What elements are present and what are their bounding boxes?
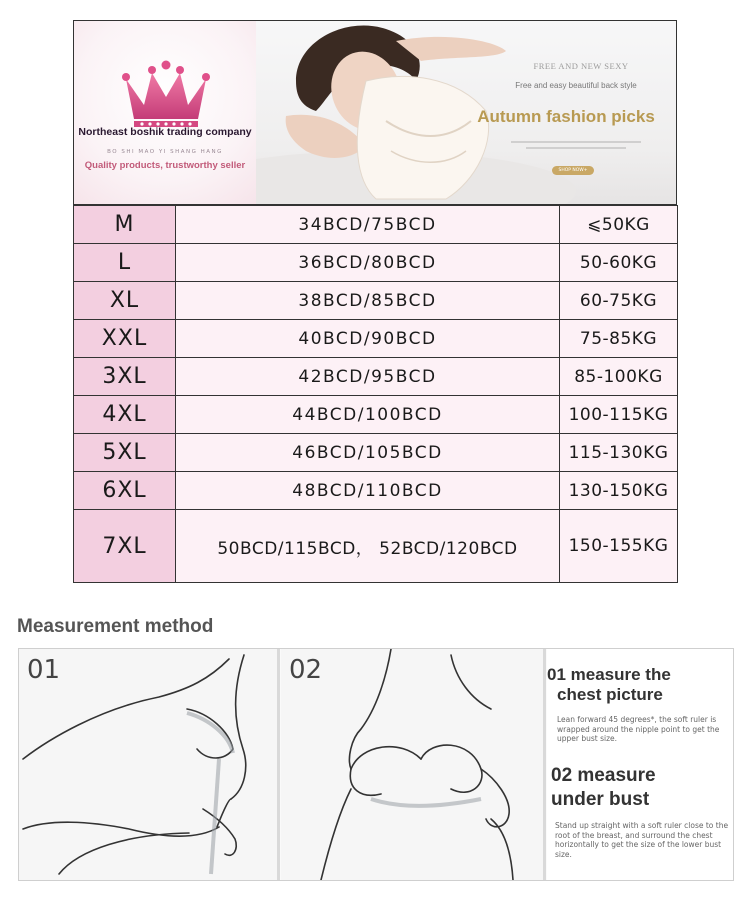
tagline-main: Autumn fashion picks bbox=[477, 107, 655, 126]
table-row bbox=[74, 320, 678, 358]
tagline-small: FREE AND NEW SEXY bbox=[533, 61, 629, 71]
brand-slogan: Quality products, trustworthy seller bbox=[84, 160, 246, 171]
crown-logo-icon bbox=[120, 57, 212, 131]
bust-cell: 40BCD/90BCD bbox=[176, 320, 560, 358]
brand-pinyin: BO SHI MAO YI SHANG HANG bbox=[107, 149, 223, 155]
weight-cell: 85-100KG bbox=[560, 358, 678, 396]
bust-cell: 38BCD/85BCD bbox=[176, 282, 560, 320]
table-row bbox=[74, 358, 678, 396]
size-cell: 3XL bbox=[74, 358, 176, 396]
table-row bbox=[74, 472, 678, 510]
step2-title-line2: under bust bbox=[551, 789, 650, 810]
size-cell: 4XL bbox=[74, 396, 176, 434]
size-cell: XXL bbox=[74, 320, 176, 358]
size-cell: 5XL bbox=[74, 434, 176, 472]
table-row bbox=[74, 244, 678, 282]
bust-cell: 42BCD/95BCD bbox=[176, 358, 560, 396]
weight-cell: 75-85KG bbox=[560, 320, 678, 358]
bust-cell: 48BCD/110BCD bbox=[176, 472, 560, 510]
figure-number-1: 01 bbox=[27, 655, 61, 685]
step2-description: Stand up straight with a soft ruler close to the root of the breast, and surround the chest horizontally to get the size of the lower bust size. bbox=[555, 821, 729, 859]
weight-cell: 130-150KG bbox=[560, 472, 678, 510]
size-cell: 7XL bbox=[74, 510, 176, 583]
brand-panel bbox=[74, 21, 256, 204]
step1-title-line1: 01 measure the bbox=[547, 665, 671, 684]
weight-cell: ⩽50KG bbox=[560, 206, 678, 244]
model-photo bbox=[256, 21, 676, 204]
size-cell: L bbox=[74, 244, 176, 282]
weight-cell: 100-115KG bbox=[560, 396, 678, 434]
table-row bbox=[74, 434, 678, 472]
shop-now-button[interactable]: SHOP NOW+ bbox=[552, 166, 594, 175]
table-row bbox=[74, 282, 678, 320]
bust-cell: 34BCD/75BCD bbox=[176, 206, 560, 244]
size-cell: M bbox=[74, 206, 176, 244]
figure-divider bbox=[277, 649, 280, 880]
figure-divider bbox=[543, 649, 546, 880]
decorative-text-lines bbox=[511, 141, 641, 153]
bust-cell: 44BCD/100BCD bbox=[176, 396, 560, 434]
promo-banner bbox=[73, 20, 677, 205]
tagline-sub: Free and easy beautiful back style bbox=[515, 81, 637, 90]
figure-under-bust bbox=[281, 649, 543, 880]
size-cell: 6XL bbox=[74, 472, 176, 510]
bust-cell: 50BCD/115BCD， 52BCD/120BCD bbox=[176, 510, 560, 583]
bust-cell: 46BCD/105BCD bbox=[176, 434, 560, 472]
weight-cell: 50-60KG bbox=[560, 244, 678, 282]
table-row bbox=[74, 206, 678, 244]
measurement-panel bbox=[18, 648, 734, 881]
table-row bbox=[74, 396, 678, 434]
weight-cell: 115-130KG bbox=[560, 434, 678, 472]
size-chart-table bbox=[73, 205, 678, 583]
brand-name: Northeast boshik trading company bbox=[78, 126, 252, 138]
measurement-steps bbox=[547, 649, 733, 880]
step2-title-line1: 02 measure bbox=[551, 765, 656, 786]
figure-number-2: 02 bbox=[289, 655, 323, 685]
weight-cell: 150-155KG bbox=[560, 510, 678, 583]
measurement-title: Measurement method bbox=[17, 616, 214, 637]
step1-title-line2: chest picture bbox=[557, 685, 663, 704]
figure-upper-bust bbox=[19, 649, 277, 880]
table-row bbox=[74, 510, 678, 583]
size-cell: XL bbox=[74, 282, 176, 320]
weight-cell: 60-75KG bbox=[560, 282, 678, 320]
bust-cell: 36BCD/80BCD bbox=[176, 244, 560, 282]
step1-description: Lean forward 45 degrees*, the soft ruler is wrapped around the nipple point to get the upper bust size. bbox=[557, 715, 720, 743]
